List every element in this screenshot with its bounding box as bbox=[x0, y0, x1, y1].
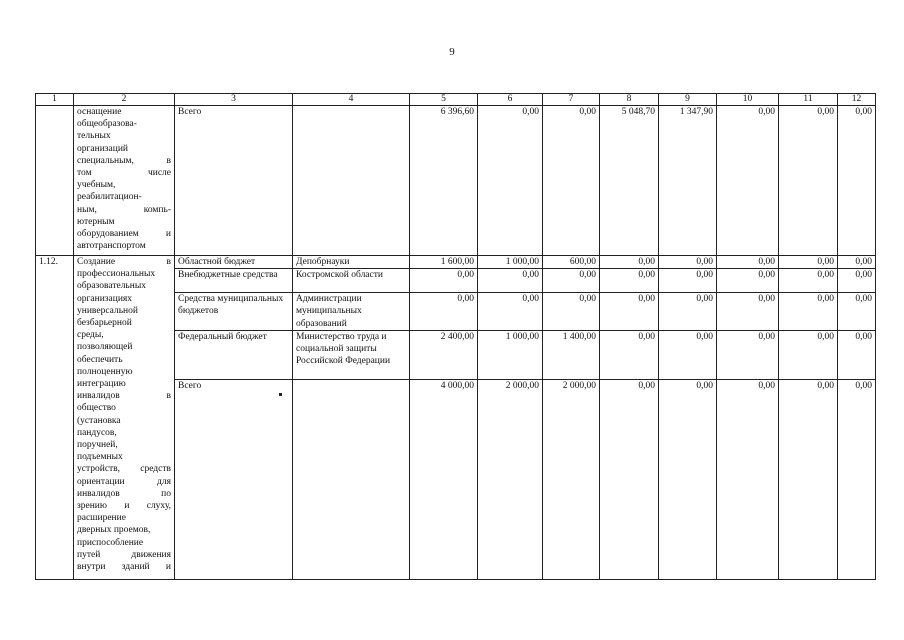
column-header: 10 bbox=[717, 94, 779, 106]
value-cell: 0,00 bbox=[659, 269, 717, 293]
measure-name-line: путей движения bbox=[77, 549, 171, 560]
page-number: 9 bbox=[449, 46, 455, 58]
value-cell: 0,00 bbox=[600, 256, 659, 269]
value-cell: 0,00 bbox=[779, 379, 838, 579]
measure-name-line: безбарьерной bbox=[77, 318, 132, 329]
measure-name-line: Создание в bbox=[77, 257, 171, 267]
measure-name-line: автотранспортом bbox=[77, 241, 146, 252]
value-cell: 0,00 bbox=[410, 293, 478, 331]
funding-source-cell: Средства муниципальных бюджетов bbox=[175, 293, 293, 331]
measure-name-line: полноценную bbox=[77, 366, 133, 377]
table-row bbox=[36, 106, 876, 256]
column-header: 2 bbox=[74, 94, 175, 106]
value-cell: 0,00 bbox=[543, 106, 600, 256]
executor-cell bbox=[293, 106, 410, 256]
measure-name-line: общество bbox=[77, 403, 116, 414]
measure-name-line: общеобразова- bbox=[77, 119, 137, 130]
executor-cell: Депобрнауки bbox=[293, 256, 410, 269]
value-cell: 0,00 bbox=[717, 293, 779, 331]
value-cell: 0,00 bbox=[779, 256, 838, 269]
measure-name-line: реабилитацион- bbox=[77, 192, 142, 203]
value-cell: 0,00 bbox=[478, 293, 543, 331]
measure-name-line: инвалидов в bbox=[77, 391, 171, 402]
column-header: 9 bbox=[659, 94, 717, 106]
measure-name-line: расширение bbox=[77, 513, 126, 524]
measure-name-line: приспособление bbox=[77, 537, 144, 548]
measure-name-line: универсальной bbox=[77, 305, 138, 316]
measure-name-line: ориентации для bbox=[77, 476, 171, 487]
value-cell: 0,00 bbox=[717, 330, 779, 379]
value-cell: 2 000,00 bbox=[543, 379, 600, 579]
table-header-row bbox=[36, 94, 876, 106]
value-cell: 0,00 bbox=[600, 379, 659, 579]
value-cell: 600,00 bbox=[543, 256, 600, 269]
table-row bbox=[36, 256, 876, 269]
value-cell: 0,00 bbox=[779, 269, 838, 293]
measure-name-line: ным, компь- bbox=[77, 204, 171, 215]
measure-name-line: том числе bbox=[77, 168, 171, 179]
measure-name-line: среды, bbox=[77, 330, 104, 341]
funding-source-cell: Областной бюджет bbox=[175, 256, 293, 269]
value-cell: 0,00 bbox=[838, 293, 876, 331]
value-cell: 0,00 bbox=[779, 293, 838, 331]
measure-name-line: позволяющей bbox=[77, 342, 133, 353]
column-header: 1 bbox=[36, 94, 74, 106]
measure-name-line: зрению и слуху, bbox=[77, 501, 171, 512]
measure-name-line: внутри зданий и bbox=[77, 562, 171, 573]
measure-name-line: подъемных bbox=[77, 452, 123, 463]
measure-name-line: тельных bbox=[77, 131, 111, 142]
value-cell: 0,00 bbox=[838, 269, 876, 293]
value-cell: 0,00 bbox=[838, 256, 876, 269]
value-cell: 0,00 bbox=[478, 269, 543, 293]
value-cell: 0,00 bbox=[717, 106, 779, 256]
value-cell: 0,00 bbox=[717, 269, 779, 293]
value-cell: 2 400,00 bbox=[410, 330, 478, 379]
column-header: 8 bbox=[600, 94, 659, 106]
measure-name-line: оборудованием и bbox=[77, 229, 171, 240]
measure-name-line: ютерным bbox=[77, 216, 115, 227]
measure-name-line: организациях bbox=[77, 293, 133, 304]
row-number-cell bbox=[36, 106, 74, 256]
value-cell: 0,00 bbox=[410, 269, 478, 293]
funding-source-cell: Внебюджетные средства bbox=[175, 269, 293, 293]
value-cell: 0,00 bbox=[659, 379, 717, 579]
column-header: 6 bbox=[478, 94, 543, 106]
value-cell: 0,00 bbox=[838, 379, 876, 579]
value-cell: 0,00 bbox=[717, 256, 779, 269]
funding-source-cell: Федеральный бюджет bbox=[175, 330, 293, 379]
measure-name-line: специальным, в bbox=[77, 155, 171, 166]
budget-table bbox=[35, 93, 876, 580]
value-cell: 1 000,00 bbox=[478, 256, 543, 269]
column-header: 4 bbox=[293, 94, 410, 106]
measure-name-line: устройств, средств bbox=[77, 464, 171, 475]
value-cell: 6 396,60 bbox=[410, 106, 478, 256]
column-header: 7 bbox=[543, 94, 600, 106]
value-cell: 5 048,70 bbox=[600, 106, 659, 256]
funding-source-cell: Всего bbox=[175, 379, 293, 579]
value-cell: 0,00 bbox=[600, 293, 659, 331]
measure-name-line: профессиональных bbox=[77, 269, 156, 280]
column-header: 11 bbox=[779, 94, 838, 106]
value-cell: 1 600,00 bbox=[410, 256, 478, 269]
value-cell: 0,00 bbox=[838, 106, 876, 256]
measure-name-line: организаций bbox=[77, 143, 129, 154]
executor-cell bbox=[293, 379, 410, 579]
measure-name-cell bbox=[74, 256, 175, 580]
column-header: 3 bbox=[175, 94, 293, 106]
measure-name-cell bbox=[74, 106, 175, 256]
scan-dot-mark bbox=[279, 393, 282, 396]
value-cell: 0,00 bbox=[543, 269, 600, 293]
executor-cell: Администрации муниципальных образований bbox=[293, 293, 410, 331]
value-cell: 1 000,00 bbox=[478, 330, 543, 379]
measure-name-line: учебным, bbox=[77, 180, 116, 191]
measure-name-line: поручней, bbox=[77, 440, 118, 451]
value-cell: 0,00 bbox=[478, 106, 543, 256]
value-cell: 0,00 bbox=[717, 379, 779, 579]
value-cell: 0,00 bbox=[600, 330, 659, 379]
value-cell: 0,00 bbox=[600, 269, 659, 293]
value-cell: 4 000,00 bbox=[410, 379, 478, 579]
measure-name-line: пандусов, bbox=[77, 427, 117, 438]
funding-source-cell: Всего bbox=[175, 106, 293, 256]
value-cell: 0,00 bbox=[659, 256, 717, 269]
value-cell: 1 347,90 bbox=[659, 106, 717, 256]
value-cell: 2 000,00 bbox=[478, 379, 543, 579]
measure-name-line: образовательных bbox=[77, 281, 146, 292]
value-cell: 0,00 bbox=[659, 293, 717, 331]
measure-name-line: инвалидов по bbox=[77, 488, 171, 499]
value-cell: 0,00 bbox=[838, 330, 876, 379]
value-cell: 1 400,00 bbox=[543, 330, 600, 379]
executor-cell: Министерство труда и социальной защиты Российской Федерации bbox=[293, 330, 410, 379]
measure-name-line: дверных проемов, bbox=[77, 525, 151, 536]
measure-name-line: интеграцию bbox=[77, 379, 126, 390]
row-number-cell: 1.12. bbox=[36, 256, 74, 580]
measure-name-line: обеспечить bbox=[77, 354, 123, 365]
column-header: 12 bbox=[838, 94, 876, 106]
value-cell: 0,00 bbox=[543, 293, 600, 331]
measure-name-line: (установка bbox=[77, 415, 121, 426]
measure-name-line: оснащение bbox=[77, 107, 122, 117]
value-cell: 0,00 bbox=[659, 330, 717, 379]
column-header: 5 bbox=[410, 94, 478, 106]
value-cell: 0,00 bbox=[779, 330, 838, 379]
value-cell: 0,00 bbox=[779, 106, 838, 256]
executor-cell: Костромской области bbox=[293, 269, 410, 293]
